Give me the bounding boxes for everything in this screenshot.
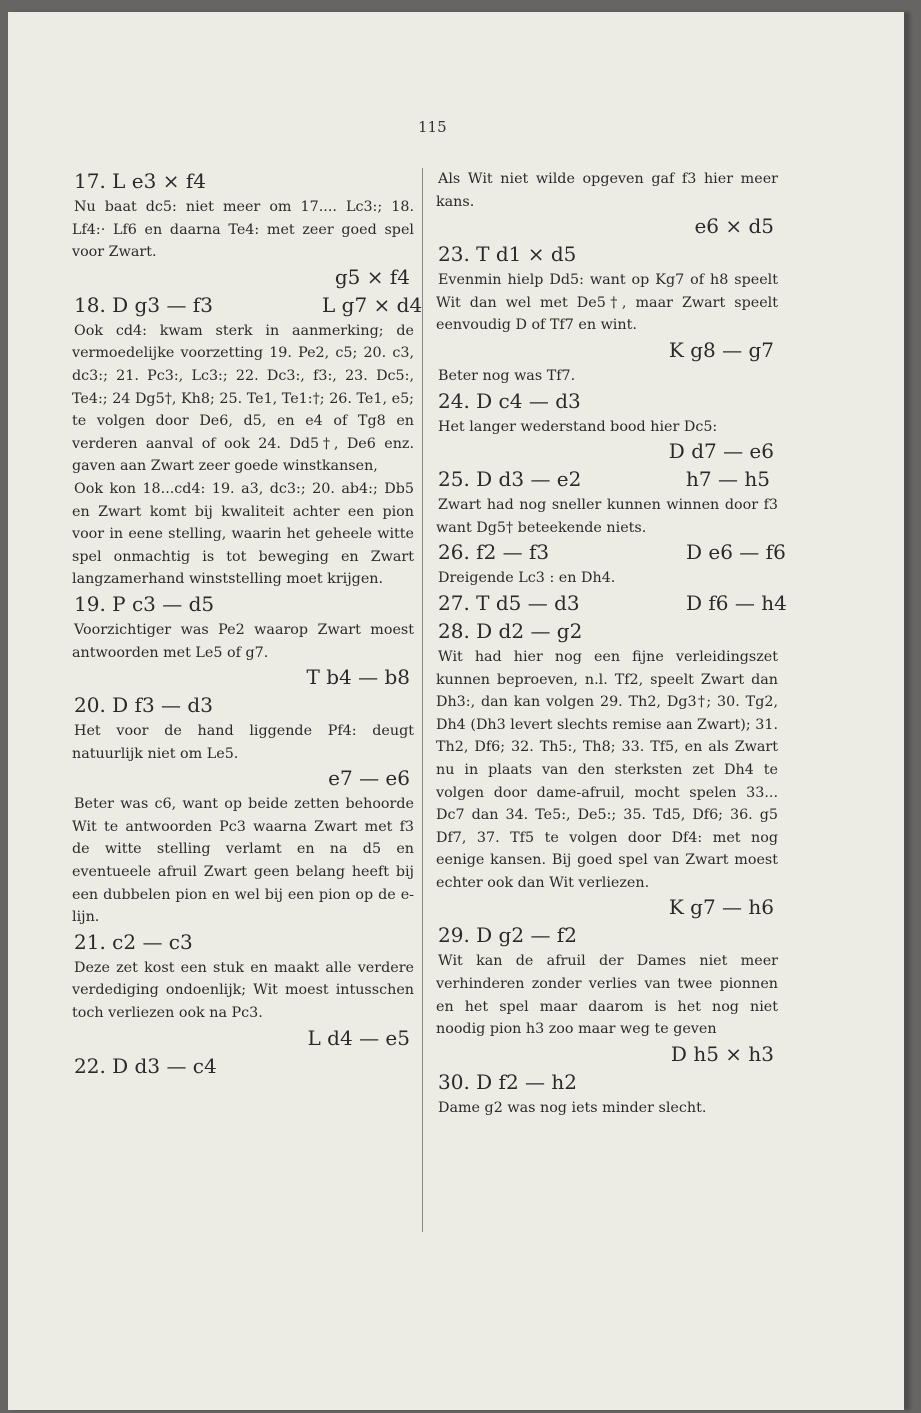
move-notation: 25. D d3 — e2 — [438, 467, 582, 492]
move-notation: D h5 × h3 — [670, 1041, 774, 1066]
black-move — [436, 1041, 778, 1069]
move-notation: 30. D f2 — h2 — [438, 1069, 578, 1094]
move-line — [72, 1053, 414, 1081]
black-move — [72, 664, 414, 692]
annotation-text: Beter nog was Tf7. — [438, 367, 576, 384]
move-line — [436, 466, 778, 494]
left-column — [72, 168, 423, 1081]
move-notation: 28. D d2 — g2 — [438, 618, 583, 643]
move-notation: 19. P c3 — d5 — [74, 591, 215, 616]
move-notation: K g7 — h6 — [668, 895, 774, 920]
page-number: 115 — [418, 118, 447, 136]
move-notation: 22. D d3 — c4 — [74, 1053, 217, 1078]
annotation-text: Ook kon 18...cd4: 19. a3, dc3:; 20. ab4:; Db5 en Zwart komt bij kwaliteit achter een pion voor in eene stelling, waarin het geheele witte spel onmachtig is tot beweging en Zwart langzamerhand winststelling moet krijgen. — [72, 480, 414, 588]
annotation-text: Dreigende Lc3 : en Dh4. — [438, 570, 616, 587]
move-notation: 29. D g2 — f2 — [438, 923, 577, 948]
annotation-text: Het voor de hand liggende Pf4: deugt natuurlijk niet om Le5. — [72, 723, 414, 762]
move-line — [72, 168, 414, 196]
move-line — [436, 1069, 778, 1097]
move-notation: 23. T d1 × d5 — [438, 242, 577, 267]
move-notation: 21. c2 — c3 — [74, 929, 193, 954]
black-reply: D e6 — f6 — [686, 540, 786, 565]
move-notation: 24. D c4 — d3 — [438, 388, 581, 413]
move-notation: 26. f2 — f3 — [438, 540, 550, 565]
annotation-text: Beter was c6, want op beide zetten behoorde Wit te antwoorden Pc3 waarna Zwart met f3 de witte stelling verlamt en na d5 en eventueele afruil Zwart geen belang heeft bij een dubbelen pion en wel bij een pion op de e-lijn. — [72, 796, 414, 926]
annotation-text: Dame g2 was nog iets minder slecht. — [438, 1099, 707, 1116]
move-notation: L d4 — e5 — [307, 1025, 410, 1050]
annotation-text: Evenmin hielp Dd5: want op Kg7 of h8 speelt Wit dan wel met De5†, maar Zwart speelt eenvoudig D of Tf7 en wint. — [436, 272, 778, 334]
black-reply: D f6 — h4 — [686, 590, 787, 615]
right-column — [436, 168, 787, 1119]
move-line — [436, 618, 778, 646]
annotation-text: Wit kan de afruil der Dames niet meer verhinderen zonder verlies van twee pionnen en het spel maar daarom is het nog niet noodig pion h3 zoo maar weg te geven — [436, 953, 778, 1038]
move-notation: D d7 — e6 — [668, 439, 774, 464]
annotation-text: Als Wit niet wilde opgeven gaf f3 hier meer kans. — [436, 171, 778, 210]
book-page — [8, 12, 904, 1410]
move-notation: e6 × d5 — [694, 214, 774, 239]
annotation-text: Wit had hier nog een fijne verleidingszet kunnen beproeven, n.l. Tf2, speelt Zwart dan Dh3:, dan kan volgen 29. Th2, Dg3†; 30. Tg2, Dh4 (Dh3 levert slechts remise aan Zwart); 31. Th2, Df6; 32. Th5:, Th8; 33. Tf5, en als Zwart nu in plaats van den sterksten zet Dh4 te volgen door dame-afruil, mocht spelen 33... Dc7 dan 34. Te5:, De5:; 35. Td5, Df6; 36. g5 Df7, 37. Tf5 te volgen door Df4: met nog eenige kansen. Bij goed spel van Zwart moest echter ook dan Wit verliezen. — [436, 648, 778, 891]
move-line — [72, 591, 414, 619]
black-move — [72, 1025, 414, 1053]
annotation-text: Ook cd4: kwam sterk in aanmerking; de vermoedelijke voorzetting 19. Pe2, c5; 20. c3, dc3:; 21. Pc3:, Lc3:; 22. Dc3:, f3:, 23. Dc5:, Te4:; 24 Dg5†, Kh8; 25. Te1, Te1:†; 26. Te1, e5; te volgen door De6, d5, en e4 of Tg8 en verderen aanval of ook 24. Dd5†, De6 enz. gaven aan Zwart zeer goede winstkansen, — [72, 322, 414, 475]
black-move — [436, 213, 778, 241]
move-notation: 18. D g3 — f3 — [74, 292, 213, 317]
black-move — [436, 438, 778, 466]
annotation-text: Voorzichtiger was Pe2 waarop Zwart moest antwoorden met Le5 of g7. — [72, 621, 414, 661]
black-reply: L g7 × d4 — [322, 292, 423, 317]
black-move — [436, 337, 778, 365]
move-notation: T b4 — b8 — [306, 665, 410, 690]
annotation-text: Zwart had nog sneller kunnen winnen door f3 want Dg5† beteekende niets. — [436, 497, 778, 536]
move-line — [72, 692, 414, 720]
annotation-text: Het langer wederstand bood hier Dc5: — [438, 418, 718, 435]
move-line — [436, 539, 786, 567]
move-line — [436, 922, 778, 950]
move-notation: 17. L e3 × f4 — [74, 169, 206, 193]
move-line — [72, 929, 414, 957]
black-move — [72, 264, 414, 292]
column-divider — [422, 168, 423, 1232]
move-notation: g5 × f4 — [334, 264, 410, 289]
move-line — [436, 388, 778, 416]
move-line — [436, 241, 778, 269]
move-notation: 27. T d5 — d3 — [438, 590, 580, 615]
move-notation: e7 — e6 — [328, 766, 410, 791]
move-line — [72, 292, 423, 320]
move-line — [436, 590, 787, 618]
annotation-text: Deze zet kost een stuk en maakt alle verdere verdediging ondoenlijk; Wit moest intusschen toch verliezen ook na Pc3. — [72, 959, 414, 1022]
black-reply: h7 — h5 — [686, 467, 770, 492]
move-notation: 20. D f3 — d3 — [74, 693, 213, 718]
black-move — [72, 765, 414, 793]
move-notation: K g8 — g7 — [668, 337, 774, 362]
black-move — [436, 894, 778, 922]
annotation-text: Nu baat dc5: niet meer om 17.... Lc3:; 18. Lf4:· Lf6 en daarna Te4: met zeer goed spel voor Zwart. — [72, 199, 414, 261]
